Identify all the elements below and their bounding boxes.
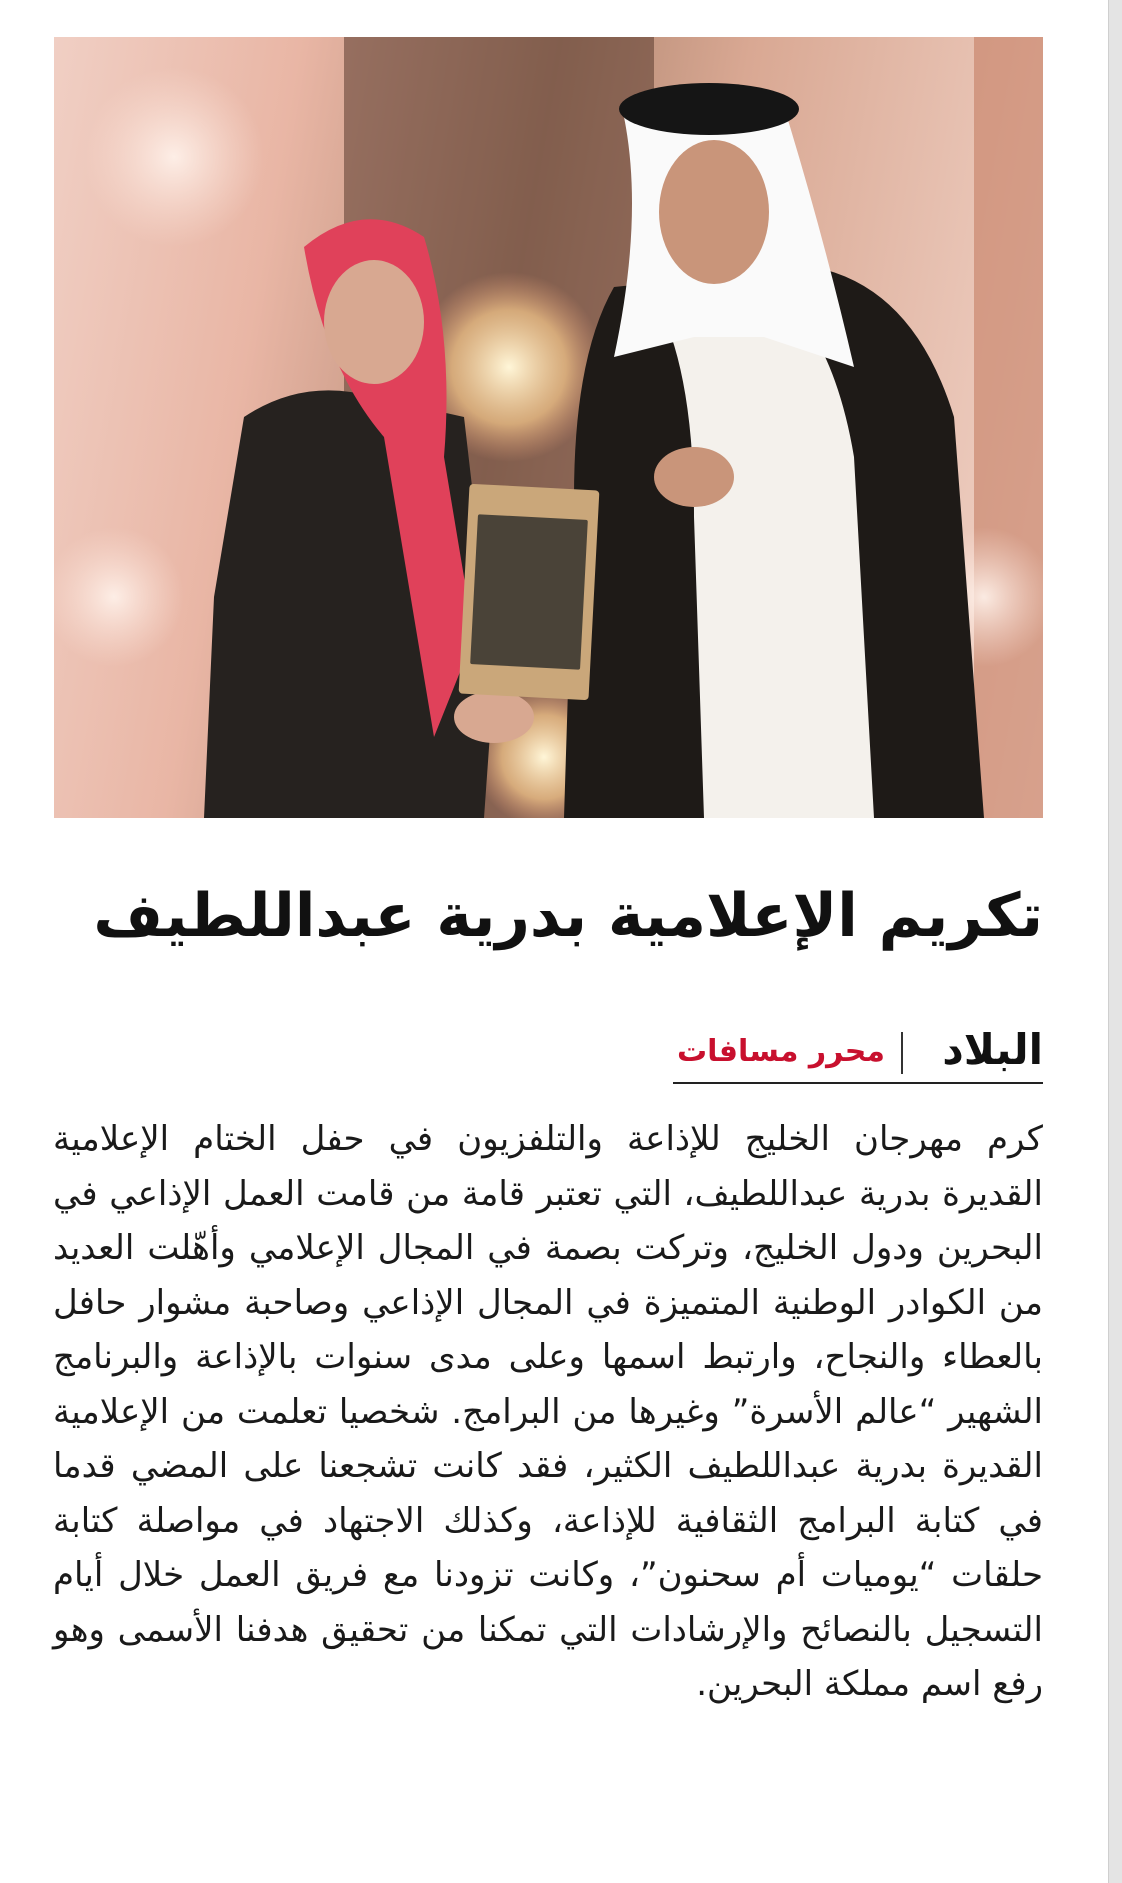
article-photo — [54, 37, 1043, 818]
headline: تكريم الإعلامية بدرية عبداللطيف — [93, 881, 1043, 951]
byline — [643, 1022, 1043, 1084]
newspaper-logo: البلاد — [942, 1025, 1043, 1074]
article-body: كرم مهرجان الخليج للإذاعة والتلفزيون في حفل الختام الإعلامية القديرة بدرية عبداللطيف، التي تعتبر قامة من قامت العمل الإذاعي في البحرين ودول الخليج، وتركت بصمة في المجال الإعلامي وأهّلت العديد من الكوادر الوطنية المتميزة في المجال الإذاعي وصاحبة مشوار حافل بالعطاء والنجاح، وارتبط اسمها وعلى مدى سنوات بالإذاعة والبرنامج الشهير “عالم الأسرة” وغيرها من البرامج. شخصيا تعلمت من الإعلامية القديرة بدرية عبداللطيف الكثير، فقد كانت تشجعنا على المضي قدما في كتابة البرامج الثقافية للإذاعة، وكذلك الاجتهاد في مواصلة كتابة حلقات “يوميات أم سحنون”، وكانت تزودنا مع فريق العمل خلال أيام التسجيل بالنصائح والإرشادات التي تمكنا من تحقيق هدفنا الأسمى وهو رفع اسم مملكة البحرين. — [53, 1119, 1043, 1704]
author-name: محرر مسافات — [677, 1034, 885, 1069]
byline-underline — [673, 1082, 1043, 1084]
photo-illustration — [54, 37, 1043, 818]
byline-separator — [901, 1032, 903, 1074]
